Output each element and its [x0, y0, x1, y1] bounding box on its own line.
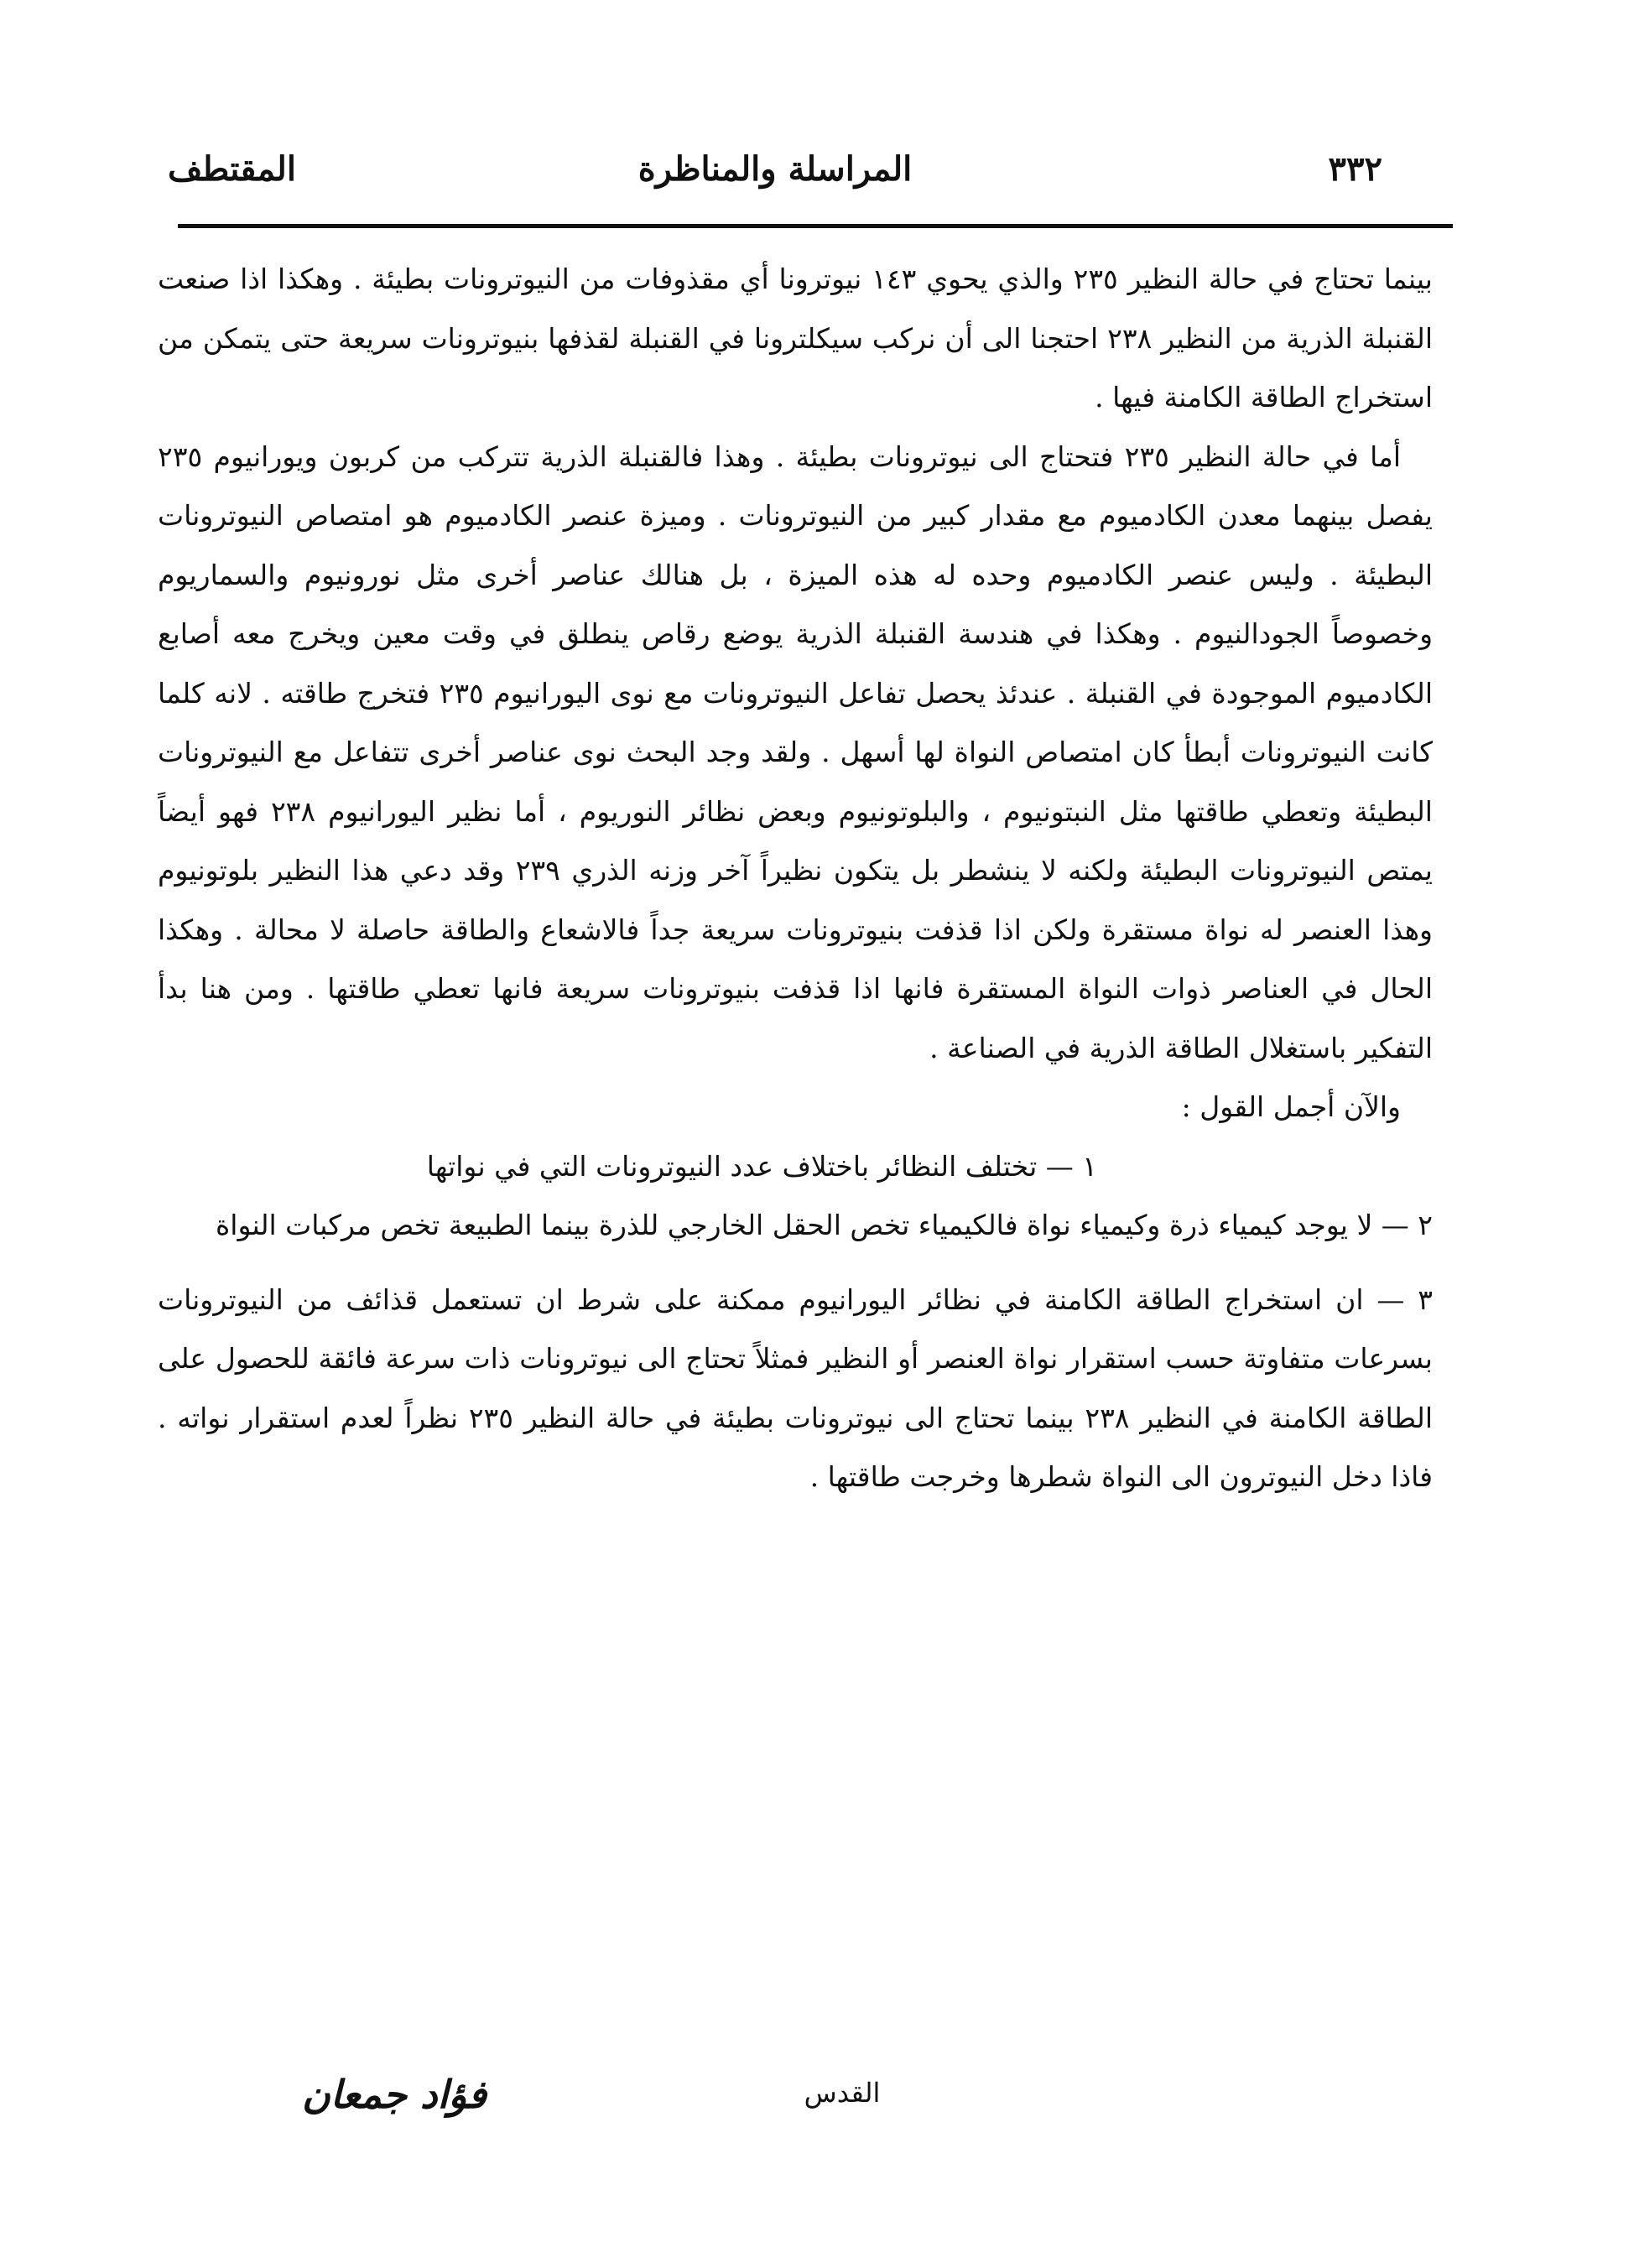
author-signature: فؤاد جمعان [302, 2072, 487, 2117]
page-number: ٣٣٢ [1328, 149, 1382, 189]
page-footer [302, 2072, 1382, 2139]
paragraph-1: بينما تحتاج في حالة النظير ٢٣٥ والذي يحوي ١٤٣ نيوترونا أي مقذوفات من النيوترونات بطيئة . وهكذا اذا صنعت القنبلة الذرية من النظير ٢٣٨ احتجنا الى أن نركب سيكلترونا في القنبلة لقذفها بنيوترونات سريعة حتى يتمكن من استخراج الطاقة الكامنة فيها . [158, 263, 1433, 414]
journal-name: المقتطف [168, 149, 296, 189]
list-item-2: ٢ — لا يوجد كيمياء ذرة وكيمياء نواة فالكيمياء تخص الحقل الخارجي للذرة بينما الطبيعة تخص مركبات النواة [215, 1209, 1433, 1241]
place-name: القدس [804, 2077, 881, 2109]
paragraph-2: أما في حالة النظير ٢٣٥ فتحتاج الى نيوترونات بطيئة . وهذا فالقنبلة الذرية تتركب من كربون ويورانيوم ٢٣٥ يفصل بينهما معدن الكادميوم مع مقدار كبير من النيوترونات . وميزة عنصر الكادميوم هو امتصاص النيوترونات البطيئة . وليس عنصر الكادميوم وحده له هذه الميزة ، بل هنالك عناصر أخرى مثل نورونيوم والسماريوم وخصوصاً الجودالنيوم . وهكذا في هندسة القنبلة الذرية يوضع رقاص ينطلق في وقت معين ويخرج معه أصابع الكادميوم الموجودة في القنبلة . عندئذ يحصل تفاعل النيوترونات مع نوى اليورانيوم ٢٣٥ فتخرج طاقته . لانه كلما كانت النيوترونات أبطأ كان امتصاص النواة لها أسهل . ولقد وجد البحث نوى عناصر أخرى تتفاعل مع النيوترونات البطيئة وتعطي طاقتها مثل النبتونيوم ، والبلوتونيوم وبعض نظائر النوريوم ، أما نظير اليورانيوم ٢٣٨ فهو أيضاً يمتص النيوترونات البطيئة ولكنه لا ينشطر بل يتكون نظيراً آخر وزنه الذري ٢٣٩ وقد دعي هذا النظير بلوتونيوم وهذا العنصر له نواة مستقرة ولكن اذا قذفت بنيوترونات سريعة جداً فالاشعاع والطاقة حاصلة لا محالة . وهكذا الحال في العناصر ذوات النواة المستقرة فانها اذا قذفت بنيوترونات سريعة فانها تعطي طاقتها . ومن هنا بدأ التفكير باستغلال الطاقة الذرية في الصناعة . [158, 440, 1433, 1064]
header-rule [178, 224, 1453, 228]
section-title: المراسلة والمناظرة [637, 149, 913, 189]
list-item-3: ٣ — ان استخراج الطاقة الكامنة في نظائر اليورانيوم ممكنة على شرط ان تستعمل قذائف من النيوترونات بسرعات متفاوتة حسب استقرار نواة العنصر أو النظير فمثلاً تحتاج الى نيوترونات ذات سرعة فائقة للحصول على الطاقة الكامنة في النظير ٢٣٨ بينما تحتاج الى نيوترونات بطيئة في حالة النظير ٢٣٥ نظراً لعدم استقرار نواته . فاذا دخل النيوترون الى النواة شطرها وخرجت طاقتها . [158, 1282, 1434, 1493]
page-header [168, 149, 1382, 200]
article-body [158, 250, 1433, 1507]
paragraph-3: والآن أجمل القول : [1181, 1090, 1401, 1123]
list-item-1: ١ — تختلف النظائر باختلاف عدد النيوترونات التي في نواتها [426, 1149, 1097, 1183]
